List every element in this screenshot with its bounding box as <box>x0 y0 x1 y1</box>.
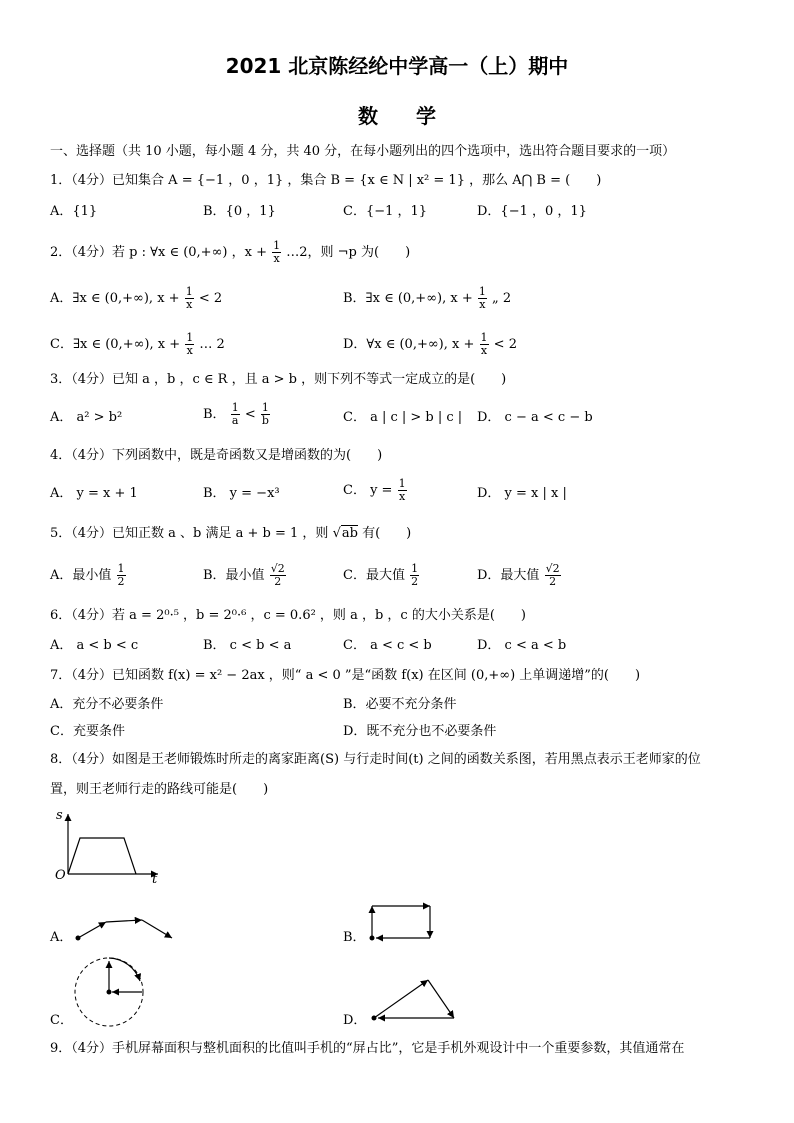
q3-b-num-2: 1 <box>261 401 269 414</box>
q2-frac-den: x <box>273 252 280 265</box>
q4-c-fraction <box>398 478 407 503</box>
q2-c-pre: C．∃x ∈ (0,+∞), x + <box>50 337 181 352</box>
q4-c-pre: C． y = <box>343 483 393 498</box>
q2-stem-post: …2，则 ¬p 为( ) <box>286 245 411 260</box>
q3-b-den-2: b <box>261 414 269 427</box>
question-7-stem: 7．（4分）已知函数 f(x) = x² − 2ax ，则“ a < 0 ”是“函数 f(x) 在区间 (0,+∞) 上单调递增”的( ) <box>50 668 641 683</box>
q2-b-post: „ 2 <box>492 291 512 306</box>
q5-stem-sqrt: ab <box>341 526 358 541</box>
question-3-stem: 3．（4分）已知 a ，b ，c ∈ R ，且 a > b ，则下列不等式一定成立的是( ) <box>50 372 507 387</box>
q3-b-lt: < <box>244 407 256 422</box>
question-1-stem: 1．（4分）已知集合 A = {−1 ，0 ，1} ，集合 B = {x ∈ N | x² = 1} ，那么 A⋂ B = ( ) <box>50 173 602 188</box>
q7-option-a: A．充分不必要条件 <box>50 697 164 712</box>
q5-b-den: 2 <box>274 575 282 588</box>
question-5-stem: 5．（4分）已知正数 a 、b 满足 a + b = 1 ，则 √ab 有( ) <box>50 526 412 541</box>
question-9-stem: 9．（4分）手机屏幕面积与整机面积的比值叫手机的“屏占比”，它是手机外观设计中一个重要参数，其值通常在 <box>50 1041 685 1056</box>
q2-option-d <box>343 332 517 357</box>
q5-a-num: 1 <box>117 562 125 575</box>
q5-a-fraction <box>117 563 126 588</box>
q2-stem-pre: 2．（4分）若 p : ∀x ∈ (0,+∞) ，x + <box>50 245 267 260</box>
section-heading: 一、选择题（共 10 小题，每小题 4 分，共 40 分，在每小题列出的四个选项中，选出符合题目要求的一项） <box>50 144 676 159</box>
q5-d-fraction <box>545 563 561 588</box>
q3-b-den-1: a <box>231 414 239 427</box>
q8-option-c-label: C． <box>50 1013 73 1028</box>
q6-option-d: D． c < a < b <box>477 638 567 653</box>
page-subtitle: 数学 <box>358 104 474 128</box>
q2-frac-num: 1 <box>273 239 281 252</box>
q7-option-c: C．充要条件 <box>50 724 125 739</box>
q8-option-b-figure <box>366 900 436 945</box>
q5-a-den: 2 <box>117 575 125 588</box>
q8-option-c-figure <box>72 955 147 1030</box>
q1-option-c: C．{−1 ，1} <box>343 204 428 219</box>
q5-stem-pre: 5．（4分）已知正数 a 、b 满足 a + b = 1 ，则 <box>50 526 329 541</box>
q2-a-num: 1 <box>185 285 193 298</box>
q5-option-b <box>203 563 287 588</box>
q3-b-pre: B． <box>203 407 226 422</box>
q2-d-fraction <box>480 332 489 357</box>
q3-b-fraction-1 <box>231 402 240 427</box>
q4-option-c <box>343 478 408 503</box>
q1-option-b: B．{0 ，1} <box>203 204 276 219</box>
q6-option-a: A． a < b < c <box>50 638 139 653</box>
q4-c-den: x <box>398 490 406 503</box>
q8-option-a-figure <box>72 912 182 947</box>
q5-c-num: 1 <box>411 562 419 575</box>
q2-c-den: x <box>186 344 193 357</box>
q2-b-pre: B．∃x ∈ (0,+∞), x + <box>343 291 473 306</box>
question-4-stem: 4．（4分）下列函数中，既是奇函数又是增函数的为( ) <box>50 448 383 463</box>
q2-a-pre: A．∃x ∈ (0,+∞), x + <box>50 291 180 306</box>
q2-b-fraction <box>478 286 487 311</box>
q1-option-d: D．{−1 ，0 ，1} <box>477 204 587 219</box>
question-8-stem-line2: 置，则王老师行走的路线可能是( ) <box>50 782 269 797</box>
q2-c-post: … 2 <box>199 337 225 352</box>
q2-a-fraction <box>185 286 194 311</box>
q5-c-pre: C．最大值 <box>343 568 405 583</box>
q2-option-b <box>343 286 511 311</box>
q2-b-num: 1 <box>478 285 486 298</box>
q2-c-num: 1 <box>186 331 194 344</box>
q5-b-fraction <box>270 563 286 588</box>
q3-b-fraction-2 <box>261 402 270 427</box>
q5-option-a <box>50 563 127 588</box>
q3-option-c: C． a | c | > b | c | <box>343 410 463 425</box>
q2-b-den: x <box>479 298 486 311</box>
q5-option-d <box>477 563 562 588</box>
q6-option-c: C． a < c < b <box>343 638 432 653</box>
q5-b-pre: B．最小值 <box>203 568 265 583</box>
q3-option-b <box>203 402 271 427</box>
q8-trapezoid-curve <box>68 838 136 874</box>
q5-d-den: 2 <box>549 575 557 588</box>
q7-option-d: D．既不充分也不必要条件 <box>343 724 497 739</box>
q8-option-a-label: A． <box>50 930 73 945</box>
question-2-stem <box>50 240 410 265</box>
q6-option-b: B． c < b < a <box>203 638 292 653</box>
q3-b-num-1: 1 <box>231 401 239 414</box>
q2-a-post: < 2 <box>198 291 223 306</box>
q4-option-d: D． y = x | x | <box>477 486 567 501</box>
q5-stem-post: 有( ) <box>362 526 412 541</box>
q2-c-fraction <box>185 332 194 357</box>
q8-option-b-label: B． <box>343 930 366 945</box>
q2-option-c <box>50 332 225 357</box>
q8-axis-label-s: s <box>56 808 63 823</box>
q3-option-d: D． c − a < c − b <box>477 410 593 425</box>
q2-d-den: x <box>480 344 488 357</box>
q4-option-b: B． y = −x³ <box>203 486 280 501</box>
page-title: 2021 北京陈经纶中学高一（上）期中 <box>225 54 569 78</box>
q8-axis-label-t: t <box>152 872 158 887</box>
q2-d-pre: D．∀x ∈ (0,+∞), x + <box>343 337 475 352</box>
q5-b-num: √2 <box>270 562 285 575</box>
q5-c-fraction <box>410 563 419 588</box>
q5-d-num: √2 <box>545 562 560 575</box>
q8-option-d-label: D． <box>343 1013 367 1028</box>
q2-option-a <box>50 286 222 311</box>
question-8-stem-line1: 8．（4分）如图是王老师锻炼时所走的离家距离(S) 与行走时间(t) 之间的函数关系图，若用黑点表示王老师家的位 <box>50 752 701 767</box>
question-6-stem: 6．（4分）若 a = 2⁰·⁵ ，b = 2⁰·⁶ ，c = 0.6² ，则 a ，b ，c 的大小关系是( ) <box>50 608 526 623</box>
q5-d-pre: D．最大值 <box>477 568 540 583</box>
q7-option-b: B．必要不充分条件 <box>343 697 457 712</box>
q5-c-den: 2 <box>411 575 419 588</box>
q5-a-pre: A．最小值 <box>50 568 112 583</box>
q2-d-post: < 2 <box>493 337 517 352</box>
q2-stem-fraction <box>272 240 281 265</box>
q1-option-a: A．{1} <box>50 204 98 219</box>
q8-axis-label-o: O <box>55 868 66 883</box>
q3-option-a: A． a² > b² <box>50 410 123 425</box>
q2-d-num: 1 <box>480 331 488 344</box>
q2-a-den: x <box>186 298 193 311</box>
q8-option-d-figure <box>366 968 461 1028</box>
q4-option-a: A． y = x + 1 <box>50 486 138 501</box>
q5-option-c <box>343 563 420 588</box>
q4-c-num: 1 <box>398 477 406 490</box>
